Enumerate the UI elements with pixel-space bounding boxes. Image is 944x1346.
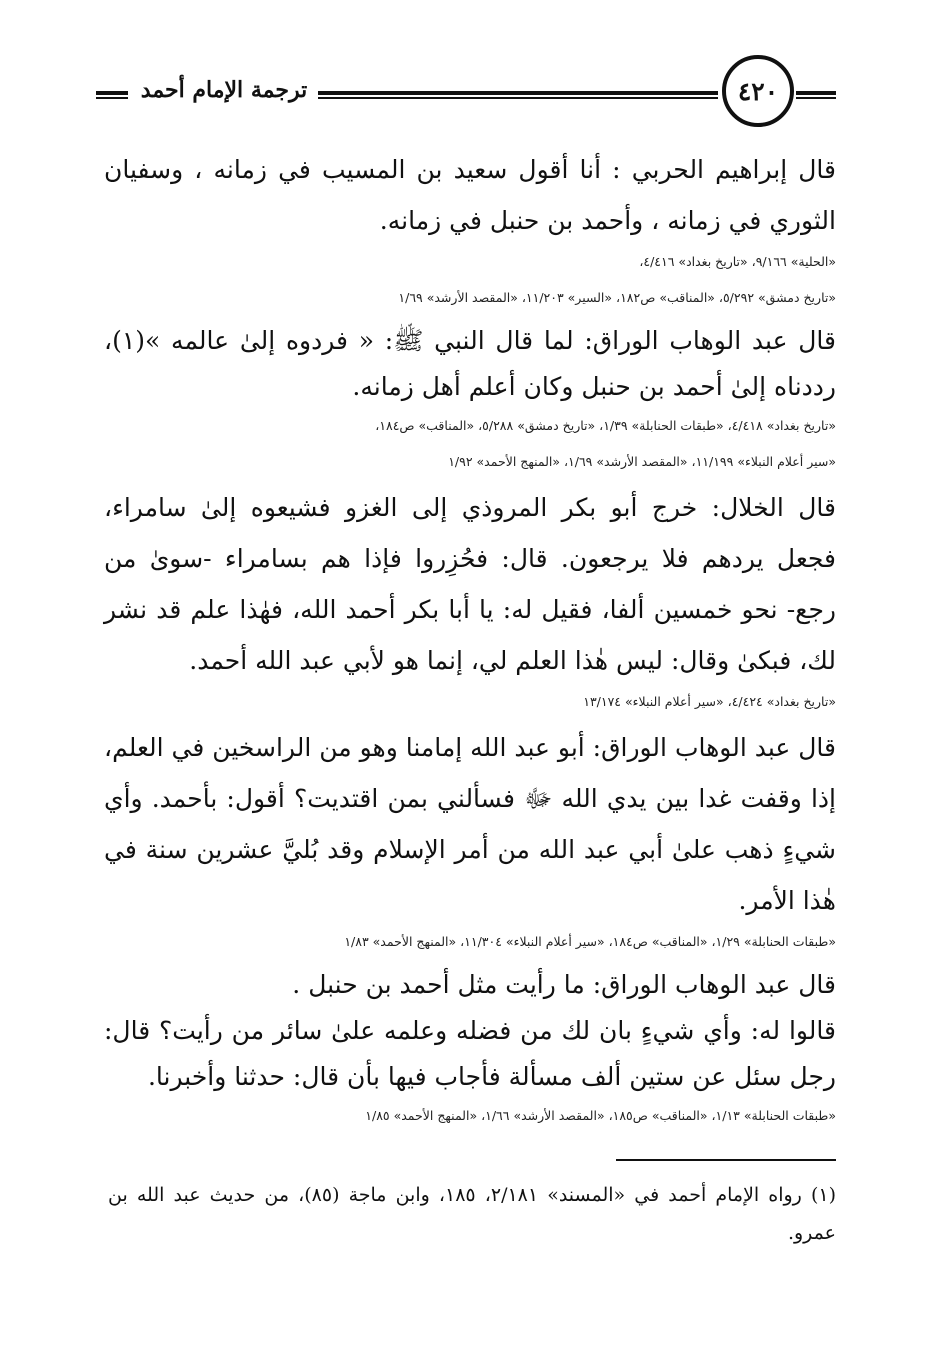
paragraph: قال إبراهيم الحربي : أنا أقول سعيد بن المسيب في زمانه ، وسفيان الثوري في زمانه ، وأحمد بن حنبل في زمانه. xyxy=(104,155,836,235)
source-reference: «الحلية» ٩/١٦٦، «تاريخ بغداد» ٤/٤١٦، xyxy=(639,254,836,269)
header-rule-middle xyxy=(318,91,718,100)
page-number-badge: ٤٢٠ xyxy=(722,55,794,127)
source-reference: «تاريخ بغداد» ٤/٤٢٤، «سير أعلام النبلاء» ١٣/١٧٤ xyxy=(583,694,836,709)
footnote: (١) رواه الإمام أحمد في «المسند» ٢/١٨١، ١٨٥، وابن ماجة (٨٥)، من حديث عبد الله بن عمرو. xyxy=(108,1184,837,1244)
footnote-separator xyxy=(616,1159,836,1161)
paragraph: قال عبد الوهاب الوراق: ما رأيت مثل أحمد بن حنبل . xyxy=(292,970,836,999)
running-title: ترجمة الإمام أحمد xyxy=(140,77,308,103)
main-text xyxy=(104,144,836,1136)
source-reference: «تاريخ دمشق» ٥/٢٩٢، «المناقب» ص١٨٢، «السير» ١١/٢٠٣، «المقصد الأرشد» ١/٦٩ xyxy=(398,290,836,305)
source-reference: «طبقات الحنابلة» ١/٢٩، «المناقب» ص١٨٤، «سير أعلام النبلاء» ١١/٣٠٤، «المنهج الأحمد» ١/٨٣ xyxy=(344,934,836,949)
paragraph: قال الخلال: خرج أبو بكر المروذي إلى الغزو فشيعوه إلىٰ سامراء، فجعل يردهم فلا يرجعون. قال: فحُزِروا فإذا هم بسامراء -سوىٰ من رجع- نحو خمسين ألفا، فقيل له: يا أبا بكر أحمد الله، فهٰذا علم قد نشر لك، فبكىٰ وقال: ليس هٰذا العلم لي، إنما هو لأبي عبد الله أحمد. xyxy=(104,493,836,675)
paragraph: قال عبد الوهاب الوراق: لما قال النبي ﷺ: « فردوه إلىٰ عالمه »(١)، رددناه إلىٰ أحمد بن حنبل وكان أعلم أهل زمانه. xyxy=(104,326,836,401)
header-rule-left xyxy=(96,91,128,100)
header-rule-right xyxy=(796,91,836,100)
page-header xyxy=(96,55,836,135)
source-reference: «تاريخ بغداد» ٤/٤١٨، «طبقات الحنابلة» ١/٣٩، «تاريخ دمشق» ٥/٢٨٨، «المناقب» ص١٨٤، xyxy=(375,418,836,433)
paragraph: قال عبد الوهاب الوراق: أبو عبد الله إمامنا وهو من الراسخين في العلم، إذا وقفت غدا بين يدي الله ﷻ فسألني بمن اقتديت؟ أقول: بأحمد. وأي شيءٍ ذهب علىٰ أبي عبد الله من أمر الإسلام وقد بُليَّ عشرين سنة في هٰذا الأمر. xyxy=(104,733,837,915)
source-reference: «سير أعلام النبلاء» ١١/١٩٩، «المقصد الأرشد» ١/٦٩، «المنهج الأحمد» ١/٩٢ xyxy=(448,454,836,469)
source-reference: «طبقات الحنابلة» ١/١٣، «المناقب» ص١٨٥، «المقصد الأرشد» ١/٦٦، «المنهج الأحمد» ١/٨٥ xyxy=(365,1108,836,1123)
paragraph: قالوا له: وأي شيءٍ بان لك من فضله وعلمه علىٰ سائر من رأيت؟ قال: رجل سئل عن ستين ألف مسألة فأجاب فيها بأن قال: حدثنا وأخبرنا. xyxy=(104,1016,836,1091)
